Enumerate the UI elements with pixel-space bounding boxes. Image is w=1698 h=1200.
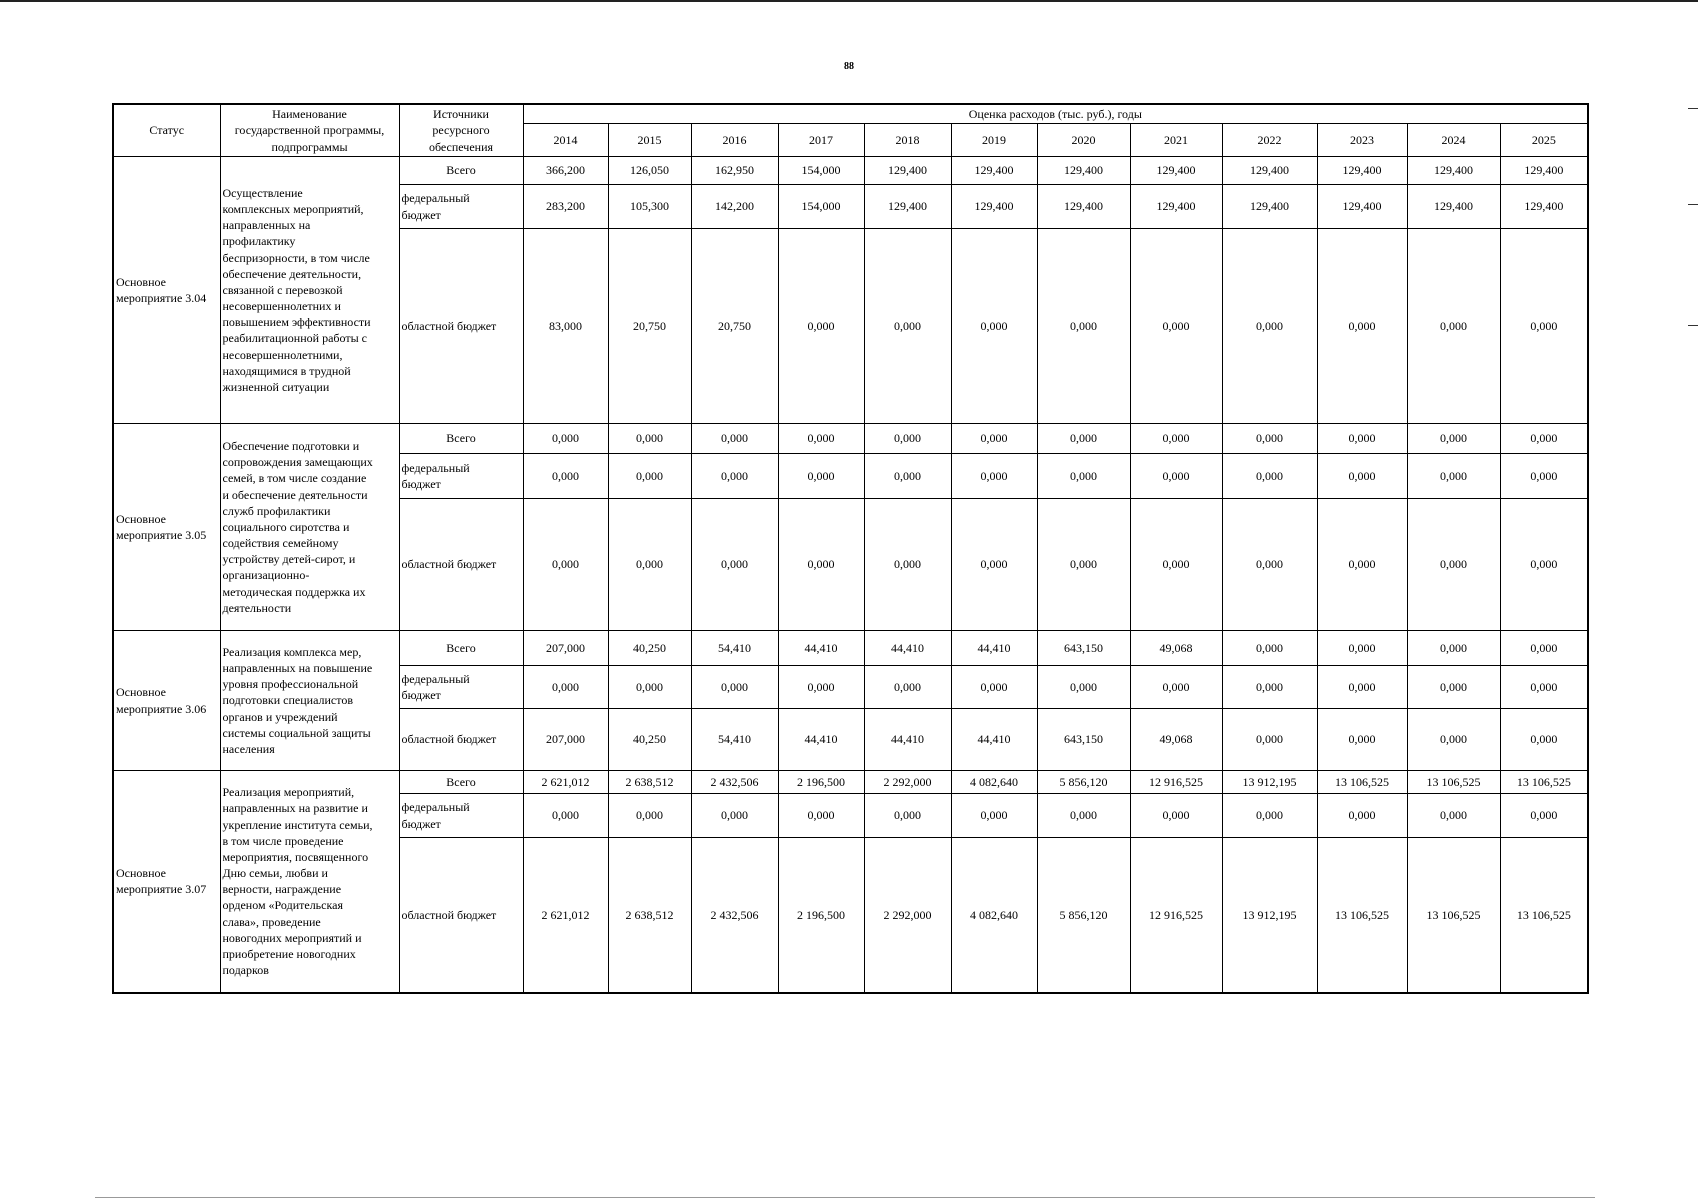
- page-number: 88: [844, 61, 854, 72]
- table-body: [113, 157, 1588, 993]
- value-cell: 0,000: [1222, 794, 1317, 838]
- value-cell: 0,000: [864, 666, 951, 709]
- text-line: бюджет: [401, 816, 441, 831]
- text-line: бюджет: [401, 477, 441, 491]
- value-cell: 129,400: [1037, 157, 1130, 185]
- value-cell: 0,000: [608, 794, 691, 838]
- value-cell: 129,400: [1500, 157, 1588, 185]
- value-cell: 0,000: [778, 454, 864, 499]
- value-cell: 0,000: [608, 666, 691, 709]
- header-year: 2018: [864, 124, 951, 157]
- value-cell: 44,410: [864, 709, 951, 771]
- text-line: бюджет: [401, 207, 441, 222]
- status-cell: [113, 157, 220, 424]
- value-cell: 13 106,525: [1317, 838, 1407, 993]
- text-line: подарков: [222, 963, 269, 978]
- value-cell: 0,000: [1222, 666, 1317, 709]
- text-line: Основное: [116, 685, 166, 700]
- header-year: 2025: [1500, 124, 1588, 157]
- table-row: [113, 157, 1588, 185]
- value-cell: 0,000: [1037, 794, 1130, 838]
- header-year: 2016: [691, 124, 778, 157]
- text-line: семей, в том числе создание: [222, 471, 367, 486]
- value-cell: 44,410: [864, 631, 951, 666]
- value-cell: 2 638,512: [608, 838, 691, 993]
- text-line: комплексных мероприятий,: [222, 201, 364, 216]
- header-source: [399, 104, 523, 157]
- value-cell: 105,300: [608, 185, 691, 229]
- value-cell: 13 106,525: [1407, 771, 1500, 794]
- value-cell: 0,000: [951, 499, 1037, 631]
- value-cell: 0,000: [523, 794, 608, 838]
- text-line: уровня профессиональной: [222, 677, 359, 692]
- text-line: деятельности: [222, 600, 292, 615]
- text-line: направленных на повышение: [222, 661, 373, 676]
- text-line: социального сиротства и: [222, 519, 350, 534]
- value-cell: 0,000: [1222, 499, 1317, 631]
- value-cell: 129,400: [1130, 185, 1222, 229]
- text-line: областной бюджет: [401, 318, 497, 333]
- value-cell: 0,000: [951, 454, 1037, 499]
- text-line: областной бюджет: [401, 907, 497, 922]
- value-cell: 54,410: [691, 709, 778, 771]
- value-cell: 0,000: [778, 666, 864, 709]
- text-line: областной бюджет: [401, 557, 497, 572]
- value-cell: 0,000: [1222, 424, 1317, 454]
- value-cell: 0,000: [1222, 229, 1317, 424]
- value-cell: 2 292,000: [864, 838, 951, 993]
- text-line: в том числе проведение: [222, 833, 344, 848]
- value-cell: 0,000: [951, 666, 1037, 709]
- text-line: обеспечения: [428, 139, 494, 154]
- value-cell: 13 106,525: [1407, 838, 1500, 993]
- value-cell: 0,000: [608, 499, 691, 631]
- text-line: служб профилактики: [222, 503, 331, 518]
- header-year: 2022: [1222, 124, 1317, 157]
- value-cell: 129,400: [1222, 185, 1317, 229]
- margin-tick: [1688, 204, 1698, 205]
- value-cell: 0,000: [1037, 424, 1130, 454]
- value-cell: 0,000: [1500, 666, 1588, 709]
- header-year: 2024: [1407, 124, 1500, 157]
- text-line: мероприятия, посвященного: [222, 849, 369, 864]
- scan-edge-bottom: [95, 1197, 1595, 1198]
- value-cell: 129,400: [1130, 157, 1222, 185]
- value-cell: 0,000: [1317, 709, 1407, 771]
- header-estimate: Оценка расходов (тыс. руб.), годы: [523, 104, 1588, 124]
- value-cell: 4 082,640: [951, 771, 1037, 794]
- text-line: организационно-: [222, 568, 310, 583]
- status-cell: [113, 771, 220, 993]
- margin-tick: [1688, 108, 1698, 109]
- table-row: [113, 424, 1588, 454]
- source-cell: [399, 229, 523, 424]
- value-cell: 0,000: [1317, 229, 1407, 424]
- text-line: профилактику: [222, 234, 296, 249]
- value-cell: 0,000: [864, 229, 951, 424]
- value-cell: 0,000: [778, 794, 864, 838]
- value-cell: 129,400: [864, 157, 951, 185]
- value-cell: 129,400: [1407, 157, 1500, 185]
- source-cell: [399, 157, 523, 185]
- text-line: Реализация комплекса мер,: [222, 644, 362, 659]
- value-cell: 20,750: [691, 229, 778, 424]
- value-cell: 44,410: [951, 709, 1037, 771]
- text-line: несовершеннолетних и: [222, 299, 341, 314]
- header-name: [220, 104, 399, 157]
- value-cell: 0,000: [1407, 666, 1500, 709]
- value-cell: 0,000: [951, 424, 1037, 454]
- value-cell: 4 082,640: [951, 838, 1037, 993]
- text-line: новогодних мероприятий и: [222, 930, 362, 945]
- value-cell: 2 196,500: [778, 771, 864, 794]
- value-cell: 0,000: [1317, 424, 1407, 454]
- value-cell: 0,000: [864, 794, 951, 838]
- table-row: [113, 771, 1588, 794]
- value-cell: 0,000: [691, 454, 778, 499]
- value-cell: 0,000: [1407, 454, 1500, 499]
- source-cell: [399, 631, 523, 666]
- value-cell: 283,200: [523, 185, 608, 229]
- value-cell: 0,000: [951, 794, 1037, 838]
- source-cell: [399, 424, 523, 454]
- value-cell: 0,000: [864, 454, 951, 499]
- value-cell: 162,950: [691, 157, 778, 185]
- text-line: повышением эффективности: [222, 315, 371, 330]
- value-cell: 0,000: [1500, 454, 1588, 499]
- value-cell: 0,000: [1500, 709, 1588, 771]
- text-line: реабилитационной работы с: [222, 331, 367, 346]
- budget-table: [112, 103, 1589, 994]
- value-cell: 0,000: [864, 499, 951, 631]
- source-cell: [399, 709, 523, 771]
- status-cell: [113, 631, 220, 771]
- value-cell: 0,000: [608, 424, 691, 454]
- value-cell: 2 621,012: [523, 838, 608, 993]
- value-cell: 207,000: [523, 631, 608, 666]
- text-line: Основное: [116, 511, 166, 526]
- value-cell: 13 106,525: [1317, 771, 1407, 794]
- text-line: Дню семьи, любви и: [222, 866, 328, 881]
- value-cell: 0,000: [778, 424, 864, 454]
- text-line: беспризорности, в том числе: [222, 250, 370, 265]
- text-line: несовершеннолетними,: [222, 347, 343, 362]
- value-cell: 0,000: [1317, 794, 1407, 838]
- value-cell: 40,250: [608, 631, 691, 666]
- text-line: Основное: [116, 866, 166, 881]
- value-cell: 154,000: [778, 185, 864, 229]
- value-cell: 129,400: [1317, 185, 1407, 229]
- value-cell: 0,000: [523, 424, 608, 454]
- text-line: федеральный: [401, 460, 470, 475]
- text-line: населения: [222, 741, 275, 756]
- value-cell: 0,000: [1500, 229, 1588, 424]
- value-cell: 0,000: [1317, 499, 1407, 631]
- header-year: 2021: [1130, 124, 1222, 157]
- value-cell: 643,150: [1037, 631, 1130, 666]
- value-cell: 2 196,500: [778, 838, 864, 993]
- value-cell: 0,000: [691, 424, 778, 454]
- value-cell: 0,000: [778, 499, 864, 631]
- text-line: обеспечение деятельности,: [222, 266, 362, 281]
- value-cell: 0,000: [1407, 499, 1500, 631]
- header-year: 2014: [523, 124, 608, 157]
- value-cell: 643,150: [1037, 709, 1130, 771]
- value-cell: 0,000: [608, 454, 691, 499]
- text-line: федеральный: [401, 671, 470, 686]
- text-line: Осуществление: [222, 185, 303, 200]
- value-cell: 0,000: [1317, 666, 1407, 709]
- value-cell: 83,000: [523, 229, 608, 424]
- value-cell: 129,400: [951, 157, 1037, 185]
- value-cell: 129,400: [951, 185, 1037, 229]
- value-cell: 44,410: [951, 631, 1037, 666]
- text-line: Всего: [446, 640, 476, 655]
- text-line: находящимися в трудной: [222, 363, 351, 378]
- value-cell: 0,000: [1130, 666, 1222, 709]
- value-cell: 5 856,120: [1037, 771, 1130, 794]
- source-cell: [399, 499, 523, 631]
- value-cell: 0,000: [1130, 424, 1222, 454]
- measure-name-cell: [220, 157, 399, 424]
- text-line: приобретение новогодних: [222, 947, 356, 961]
- value-cell: 154,000: [778, 157, 864, 185]
- text-line: слава», проведение: [222, 914, 321, 929]
- value-cell: 2 638,512: [608, 771, 691, 794]
- text-line: жизненной ситуации: [222, 380, 330, 395]
- measure-name-cell: [220, 631, 399, 771]
- value-cell: 0,000: [1500, 631, 1588, 666]
- text-line: направленных на: [222, 218, 311, 233]
- text-line: ресурсного: [432, 123, 490, 138]
- value-cell: 13 912,195: [1222, 771, 1317, 794]
- value-cell: 2 621,012: [523, 771, 608, 794]
- value-cell: 142,200: [691, 185, 778, 229]
- value-cell: 13 912,195: [1222, 838, 1317, 993]
- value-cell: 0,000: [1407, 631, 1500, 666]
- source-cell: [399, 771, 523, 794]
- text-line: сопровождения замещающих: [222, 455, 373, 470]
- value-cell: 0,000: [1037, 454, 1130, 499]
- source-cell: [399, 666, 523, 709]
- value-cell: 0,000: [1037, 666, 1130, 709]
- margin-tick: [1688, 325, 1698, 326]
- value-cell: 20,750: [608, 229, 691, 424]
- text-line: Основное: [116, 274, 166, 289]
- text-line: связанной с перевозкой: [222, 282, 343, 297]
- value-cell: 54,410: [691, 631, 778, 666]
- text-line: бюджет: [401, 688, 441, 702]
- text-line: Всего: [446, 774, 476, 789]
- text-line: Всего: [446, 431, 476, 446]
- table-row: [113, 631, 1588, 666]
- value-cell: 12 916,525: [1130, 771, 1222, 794]
- value-cell: 0,000: [1037, 499, 1130, 631]
- value-cell: 129,400: [1317, 157, 1407, 185]
- value-cell: 0,000: [1407, 794, 1500, 838]
- text-line: федеральный: [401, 800, 470, 815]
- text-line: системы социальной защиты: [222, 725, 371, 740]
- value-cell: 0,000: [1130, 229, 1222, 424]
- header-year: 2017: [778, 124, 864, 157]
- value-cell: 44,410: [778, 631, 864, 666]
- text-line: орденом «Родительская: [222, 898, 343, 913]
- value-cell: 0,000: [523, 499, 608, 631]
- text-line: органов и учреждений: [222, 709, 338, 724]
- value-cell: 12 916,525: [1130, 838, 1222, 993]
- source-cell: [399, 185, 523, 229]
- measure-name-cell: [220, 424, 399, 631]
- value-cell: 13 106,525: [1500, 771, 1588, 794]
- text-line: мероприятие 3.04: [116, 291, 207, 305]
- value-cell: 129,400: [1222, 157, 1317, 185]
- text-line: устройству детей-сирот, и: [222, 552, 356, 567]
- text-line: областной бюджет: [401, 732, 497, 747]
- value-cell: 0,000: [1407, 709, 1500, 771]
- value-cell: 0,000: [1500, 424, 1588, 454]
- value-cell: 0,000: [951, 229, 1037, 424]
- value-cell: 0,000: [523, 454, 608, 499]
- text-line: государственной программы,: [234, 123, 385, 138]
- value-cell: 0,000: [1037, 229, 1130, 424]
- value-cell: 0,000: [691, 794, 778, 838]
- value-cell: 129,400: [1500, 185, 1588, 229]
- value-cell: 0,000: [1130, 454, 1222, 499]
- text-line: мероприятие 3.07: [116, 882, 207, 897]
- text-line: содействия семейному: [222, 536, 339, 551]
- text-line: укрепление института семьи,: [222, 817, 373, 832]
- table-header: [113, 104, 1588, 157]
- source-cell: [399, 454, 523, 499]
- value-cell: 129,400: [1037, 185, 1130, 229]
- value-cell: 0,000: [691, 666, 778, 709]
- text-line: мероприятие 3.05: [116, 528, 207, 542]
- header-year: 2019: [951, 124, 1037, 157]
- value-cell: 2 292,000: [864, 771, 951, 794]
- value-cell: 126,050: [608, 157, 691, 185]
- measure-name-cell: [220, 771, 399, 993]
- source-cell: [399, 794, 523, 838]
- value-cell: 0,000: [864, 424, 951, 454]
- value-cell: 49,068: [1130, 631, 1222, 666]
- value-cell: 5 856,120: [1037, 838, 1130, 993]
- header-year: 2015: [608, 124, 691, 157]
- text-line: Наименование: [272, 107, 347, 122]
- text-line: Источники: [433, 107, 489, 122]
- value-cell: 0,000: [1500, 794, 1588, 838]
- value-cell: 0,000: [1222, 454, 1317, 499]
- value-cell: 129,400: [864, 185, 951, 229]
- header-status: Статус: [113, 104, 220, 157]
- value-cell: 0,000: [1222, 631, 1317, 666]
- value-cell: 129,400: [1407, 185, 1500, 229]
- value-cell: 0,000: [523, 666, 608, 709]
- value-cell: 0,000: [1407, 229, 1500, 424]
- text-line: Обеспечение подготовки и: [222, 438, 360, 453]
- text-line: Всего: [446, 163, 476, 178]
- text-line: мероприятие 3.06: [116, 701, 207, 716]
- value-cell: 0,000: [1130, 794, 1222, 838]
- value-cell: 0,000: [1317, 631, 1407, 666]
- scan-edge-top: [0, 0, 1698, 2]
- text-line: верности, награждение: [222, 882, 342, 897]
- value-cell: 2 432,506: [691, 838, 778, 993]
- value-cell: 366,200: [523, 157, 608, 185]
- text-line: подпрограммы: [271, 139, 348, 154]
- value-cell: 40,250: [608, 709, 691, 771]
- value-cell: 207,000: [523, 709, 608, 771]
- value-cell: 0,000: [1130, 499, 1222, 631]
- text-line: направленных на развитие и: [222, 801, 368, 816]
- source-cell: [399, 838, 523, 993]
- value-cell: 0,000: [778, 229, 864, 424]
- value-cell: 49,068: [1130, 709, 1222, 771]
- value-cell: 0,000: [1317, 454, 1407, 499]
- text-line: методическая поддержка их: [222, 584, 366, 599]
- text-line: Реализация мероприятий,: [222, 785, 355, 800]
- header-year: 2020: [1037, 124, 1130, 157]
- value-cell: 0,000: [1407, 424, 1500, 454]
- value-cell: 0,000: [691, 499, 778, 631]
- text-line: подготовки специалистов: [222, 693, 353, 708]
- header-year: 2023: [1317, 124, 1407, 157]
- value-cell: 13 106,525: [1500, 838, 1588, 993]
- status-cell: [113, 424, 220, 631]
- value-cell: 2 432,506: [691, 771, 778, 794]
- value-cell: 44,410: [778, 709, 864, 771]
- value-cell: 0,000: [1500, 499, 1588, 631]
- text-line: федеральный: [401, 191, 470, 206]
- text-line: и обеспечение деятельности: [222, 487, 368, 502]
- value-cell: 0,000: [1222, 709, 1317, 771]
